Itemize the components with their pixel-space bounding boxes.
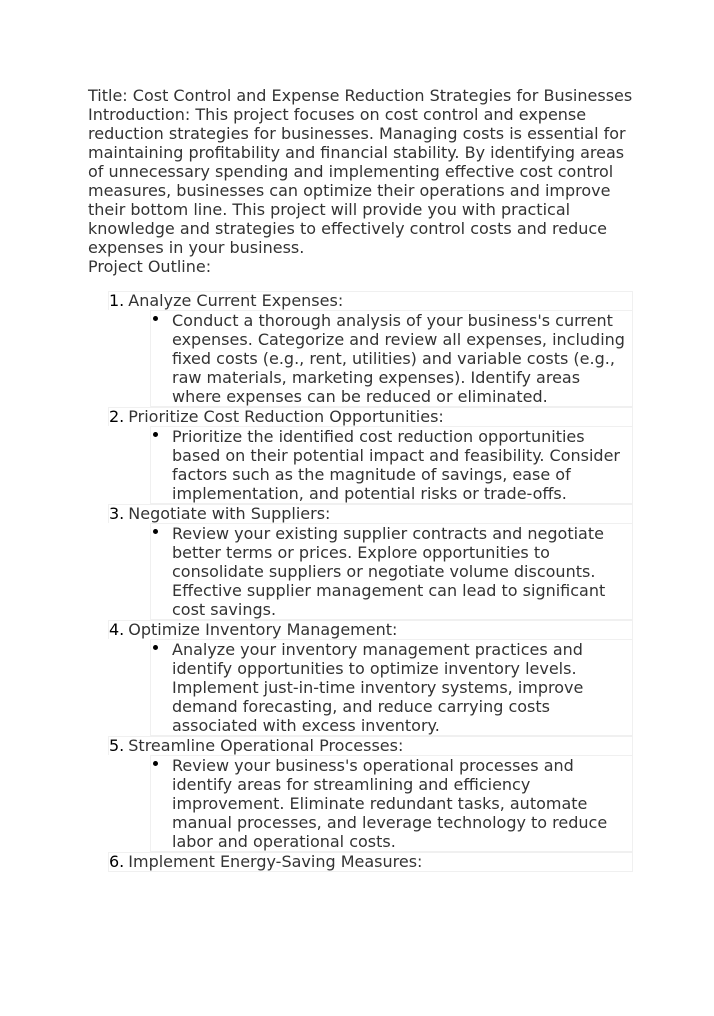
outline-item-heading	[108, 504, 633, 523]
outline-item-bullet	[150, 523, 633, 620]
outline-item-heading	[108, 407, 633, 426]
outline-item-title: Implement Energy-Saving Measures:	[128, 852, 423, 871]
outline-item-title: Streamline Operational Processes:	[128, 736, 404, 755]
outline-item-bullet	[150, 755, 633, 852]
outline-item	[108, 504, 633, 620]
outline-item	[108, 736, 633, 852]
outline-item-heading	[108, 291, 633, 310]
outline-item-number: 5.	[109, 736, 125, 755]
outline-item-heading	[108, 852, 633, 872]
outline-item-number: 3.	[109, 504, 125, 523]
outline-item-heading	[108, 620, 633, 639]
outline-item	[108, 291, 633, 407]
outline-item-number: 4.	[109, 620, 125, 639]
outline-item-bullet	[150, 310, 633, 407]
outline-item-bullet	[150, 639, 633, 736]
document-title: Title: Cost Control and Expense Reduction Strategies for Businesses	[88, 86, 633, 105]
outline-item-detail: Prioritize the identified cost reduction opportunities based on their potential impact and feasibility. Consider factors such as the magnitude of savings, ease of implementation, and potential risks or trade-offs.	[172, 427, 621, 503]
outline-item-number: 2.	[109, 407, 125, 426]
bullet-icon	[151, 756, 172, 851]
outline-item	[108, 407, 633, 504]
outline-item-detail: Review your existing supplier contracts and negotiate better terms or prices. Explore opportunities to consolidate suppliers or negotiate volume discounts. Effective supplier management can lead to significant cost savings.	[172, 524, 606, 619]
outline-item	[108, 620, 633, 736]
bullet-icon	[151, 524, 172, 619]
outline-item-title: Optimize Inventory Management:	[128, 620, 398, 639]
outline-item-detail: Analyze your inventory management practices and identify opportunities to optimize inventory levels. Implement just-in-time inventory systems, improve demand forecasting, and reduce carrying costs associated with excess inventory.	[172, 640, 584, 735]
outline-item-bullet	[150, 426, 633, 504]
outline-item-heading	[108, 736, 633, 755]
bullet-icon	[151, 311, 172, 406]
bullet-icon	[151, 640, 172, 735]
project-outline-list	[108, 291, 633, 872]
document-page	[88, 86, 633, 872]
outline-item-detail: Review your business's operational processes and identify areas for streamlining and efficiency improvement. Eliminate redundant tasks, automate manual processes, and leverage technology to reduce labor and operational costs.	[172, 756, 608, 851]
outline-item	[108, 852, 633, 872]
outline-item-detail: Conduct a thorough analysis of your business's current expenses. Categorize and review all expenses, including fixed costs (e.g., rent, utilities) and variable costs (e.g., raw materials, marketing expenses). Identify areas where expenses can be reduced or eliminated.	[172, 311, 625, 406]
outline-item-title: Negotiate with Suppliers:	[128, 504, 331, 523]
outline-item-title: Prioritize Cost Reduction Opportunities:	[128, 407, 444, 426]
introduction-paragraph: Introduction: This project focuses on cost control and expense reduction strategies for businesses. Managing costs is essential for maintaining profitability and financial stability. By identifying areas of unnecessary spending and implementing effective cost control measures, businesses can optimize their operations and improve their bottom line. This project will provide you with practical knowledge and strategies to effectively control costs and reduce expenses in your business.	[88, 105, 626, 257]
bullet-icon	[151, 427, 172, 503]
outline-item-number: 6.	[109, 852, 125, 871]
outline-item-title: Analyze Current Expenses:	[128, 291, 344, 310]
outline-item-number: 1.	[109, 291, 125, 310]
outline-label: Project Outline:	[88, 257, 212, 276]
